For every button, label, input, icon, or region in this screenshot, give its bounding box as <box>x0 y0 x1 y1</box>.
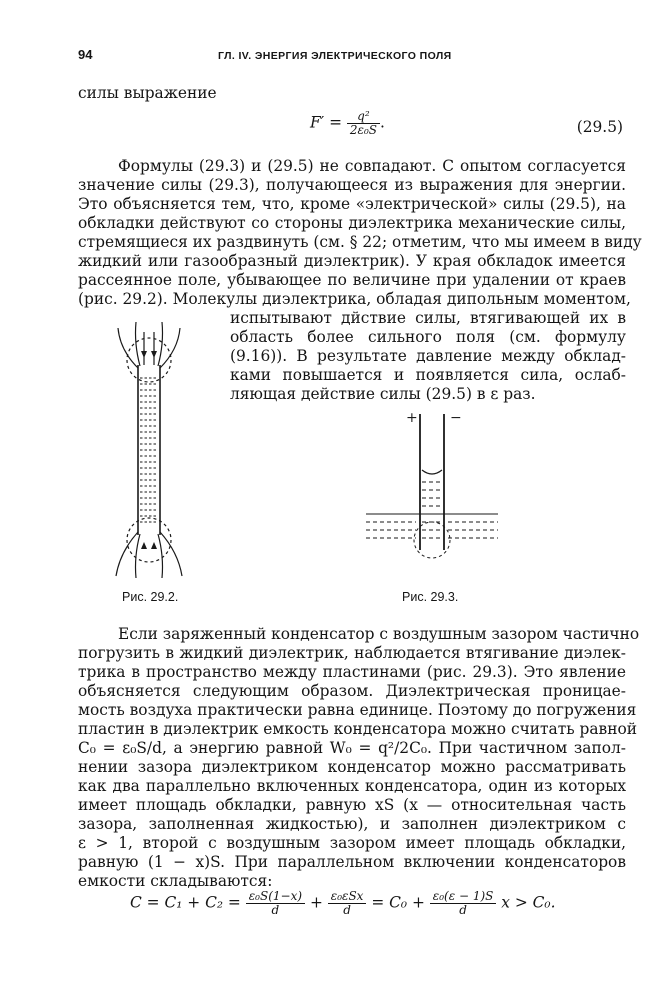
para1-line: Это объясняется тем, что, кроме «электрической» силы (29.5), на <box>78 195 626 213</box>
eq-final-lhs: C = C₁ + C₂ = <box>130 893 241 912</box>
para1-line: стремящиеся их раздвинуть (см. § 22; отметим, что мы имеем в виду <box>78 233 642 251</box>
para2-line: трика в пространство между пластинами (рис. 29.3). Это явление <box>78 663 626 681</box>
para1-wrap-line: ками повышается и появляется сила, ослаб- <box>230 366 626 384</box>
para2-line: C₀ = ε₀S/d, а энергию равной W₀ = q²/2C₀. При частичном запол- <box>78 739 626 757</box>
para2-line: Если заряженный конденсатор с воздушным зазором частично <box>118 625 640 643</box>
para1-line: обкладки действуют со стороны диэлектрика механические силы, <box>78 214 626 232</box>
page-number: 94 <box>78 47 93 62</box>
equation-capacitance-sum <box>130 890 555 917</box>
para1-line: (рис. 29.2). Молекулы диэлектрика, обладая дипольным моментом, <box>78 290 631 308</box>
eq-final-f2-num: ε₀εSx <box>330 889 364 903</box>
equation-29-5 <box>310 110 385 137</box>
para1-line: Формулы (29.3) и (29.5) не совпадают. С опытом согласуется <box>118 157 626 175</box>
minus-label: − <box>450 410 462 426</box>
running-title: ГЛ. IV. ЭНЕРГИЯ ЭЛЕКТРИЧЕСКОГО ПОЛЯ <box>218 50 452 62</box>
figure-29-3 <box>362 400 512 580</box>
para1-wrap-line: испытывают дйствие силы, втягивающей их в <box>230 309 626 327</box>
eq-final-fraction-2 <box>328 890 367 917</box>
eq-final-f1-den: d <box>246 903 305 917</box>
para1-line: значение силы (29.3), получающееся из выражения для энергии. <box>78 176 626 194</box>
eq-final-fraction-1 <box>246 890 305 917</box>
eq-final-mid: = C₀ + <box>371 893 425 912</box>
eq-denominator: 2ε₀S <box>347 123 380 137</box>
para2-line: зазора, заполненная жидкостью), и заполнен диэлектриком с <box>78 815 626 833</box>
eq-numerator: q² <box>357 109 370 123</box>
para2-line: имеет площадь обкладки, равную xS (x — относительная часть <box>78 796 626 814</box>
para2-line: ε > 1, второй с воздушным зазором имеет площадь обкладки, <box>78 834 626 852</box>
para2-line: как два параллельно включенных конденсатора, один из которых <box>78 777 626 795</box>
plus-label: + <box>406 410 418 426</box>
eq-lhs: F′ = <box>310 113 342 132</box>
eq-tail: . <box>379 113 385 132</box>
para1-line: рассеянное поле, убывающее по величине при удалении от краев <box>78 271 626 289</box>
eq-final-f3-den: d <box>430 903 497 917</box>
para1-wrap-line: область более сильного поля (см. формулу <box>230 328 626 346</box>
eq-final-tail: x > C₀. <box>501 893 556 912</box>
para2-line: равную (1 − x)S. При параллельном включении конденсаторов <box>78 853 626 871</box>
eq-final-f3-num: ε₀(ε − 1)S <box>432 889 494 903</box>
eq-final-f1-num: ε₀S(1−x) <box>248 889 303 903</box>
caption-fig-29-3: Рис. 29.3. <box>402 590 459 604</box>
para2-line: нении зазора диэлектриком конденсатор можно рассматривать <box>78 758 626 776</box>
para1-line: жидкий или газообразный диэлектрик). У края обкладок имеется <box>78 252 626 270</box>
para2-line: мость воздуха практически равна единице. Поэтому до погружения <box>78 701 637 719</box>
figure-29-2 <box>100 320 210 580</box>
para2-line: пластин в диэлектрик емкость конденсатора можно считать равной <box>78 720 637 738</box>
para1-wrap-line: ляющая действие силы (29.5) в ε раз. <box>230 385 536 403</box>
para1-wrap-line: (9.16)). В результате давление между обклад- <box>230 347 626 365</box>
eq-fraction <box>347 110 380 137</box>
para2-line: емкости складываются: <box>78 872 273 890</box>
eq-final-plus: + <box>309 893 323 912</box>
caption-fig-29-2: Рис. 29.2. <box>122 590 179 604</box>
para2-line: погрузить в жидкий диэлектрик, наблюдается втягивание диэлек- <box>78 644 626 662</box>
intro-line: силы выражение <box>78 84 217 102</box>
eq-final-fraction-3 <box>430 890 497 917</box>
para2-line: объясняется следующим образом. Диэлектрическая проницае- <box>78 682 626 700</box>
eq-final-f2-den: d <box>328 903 367 917</box>
equation-number: (29.5) <box>576 118 623 136</box>
